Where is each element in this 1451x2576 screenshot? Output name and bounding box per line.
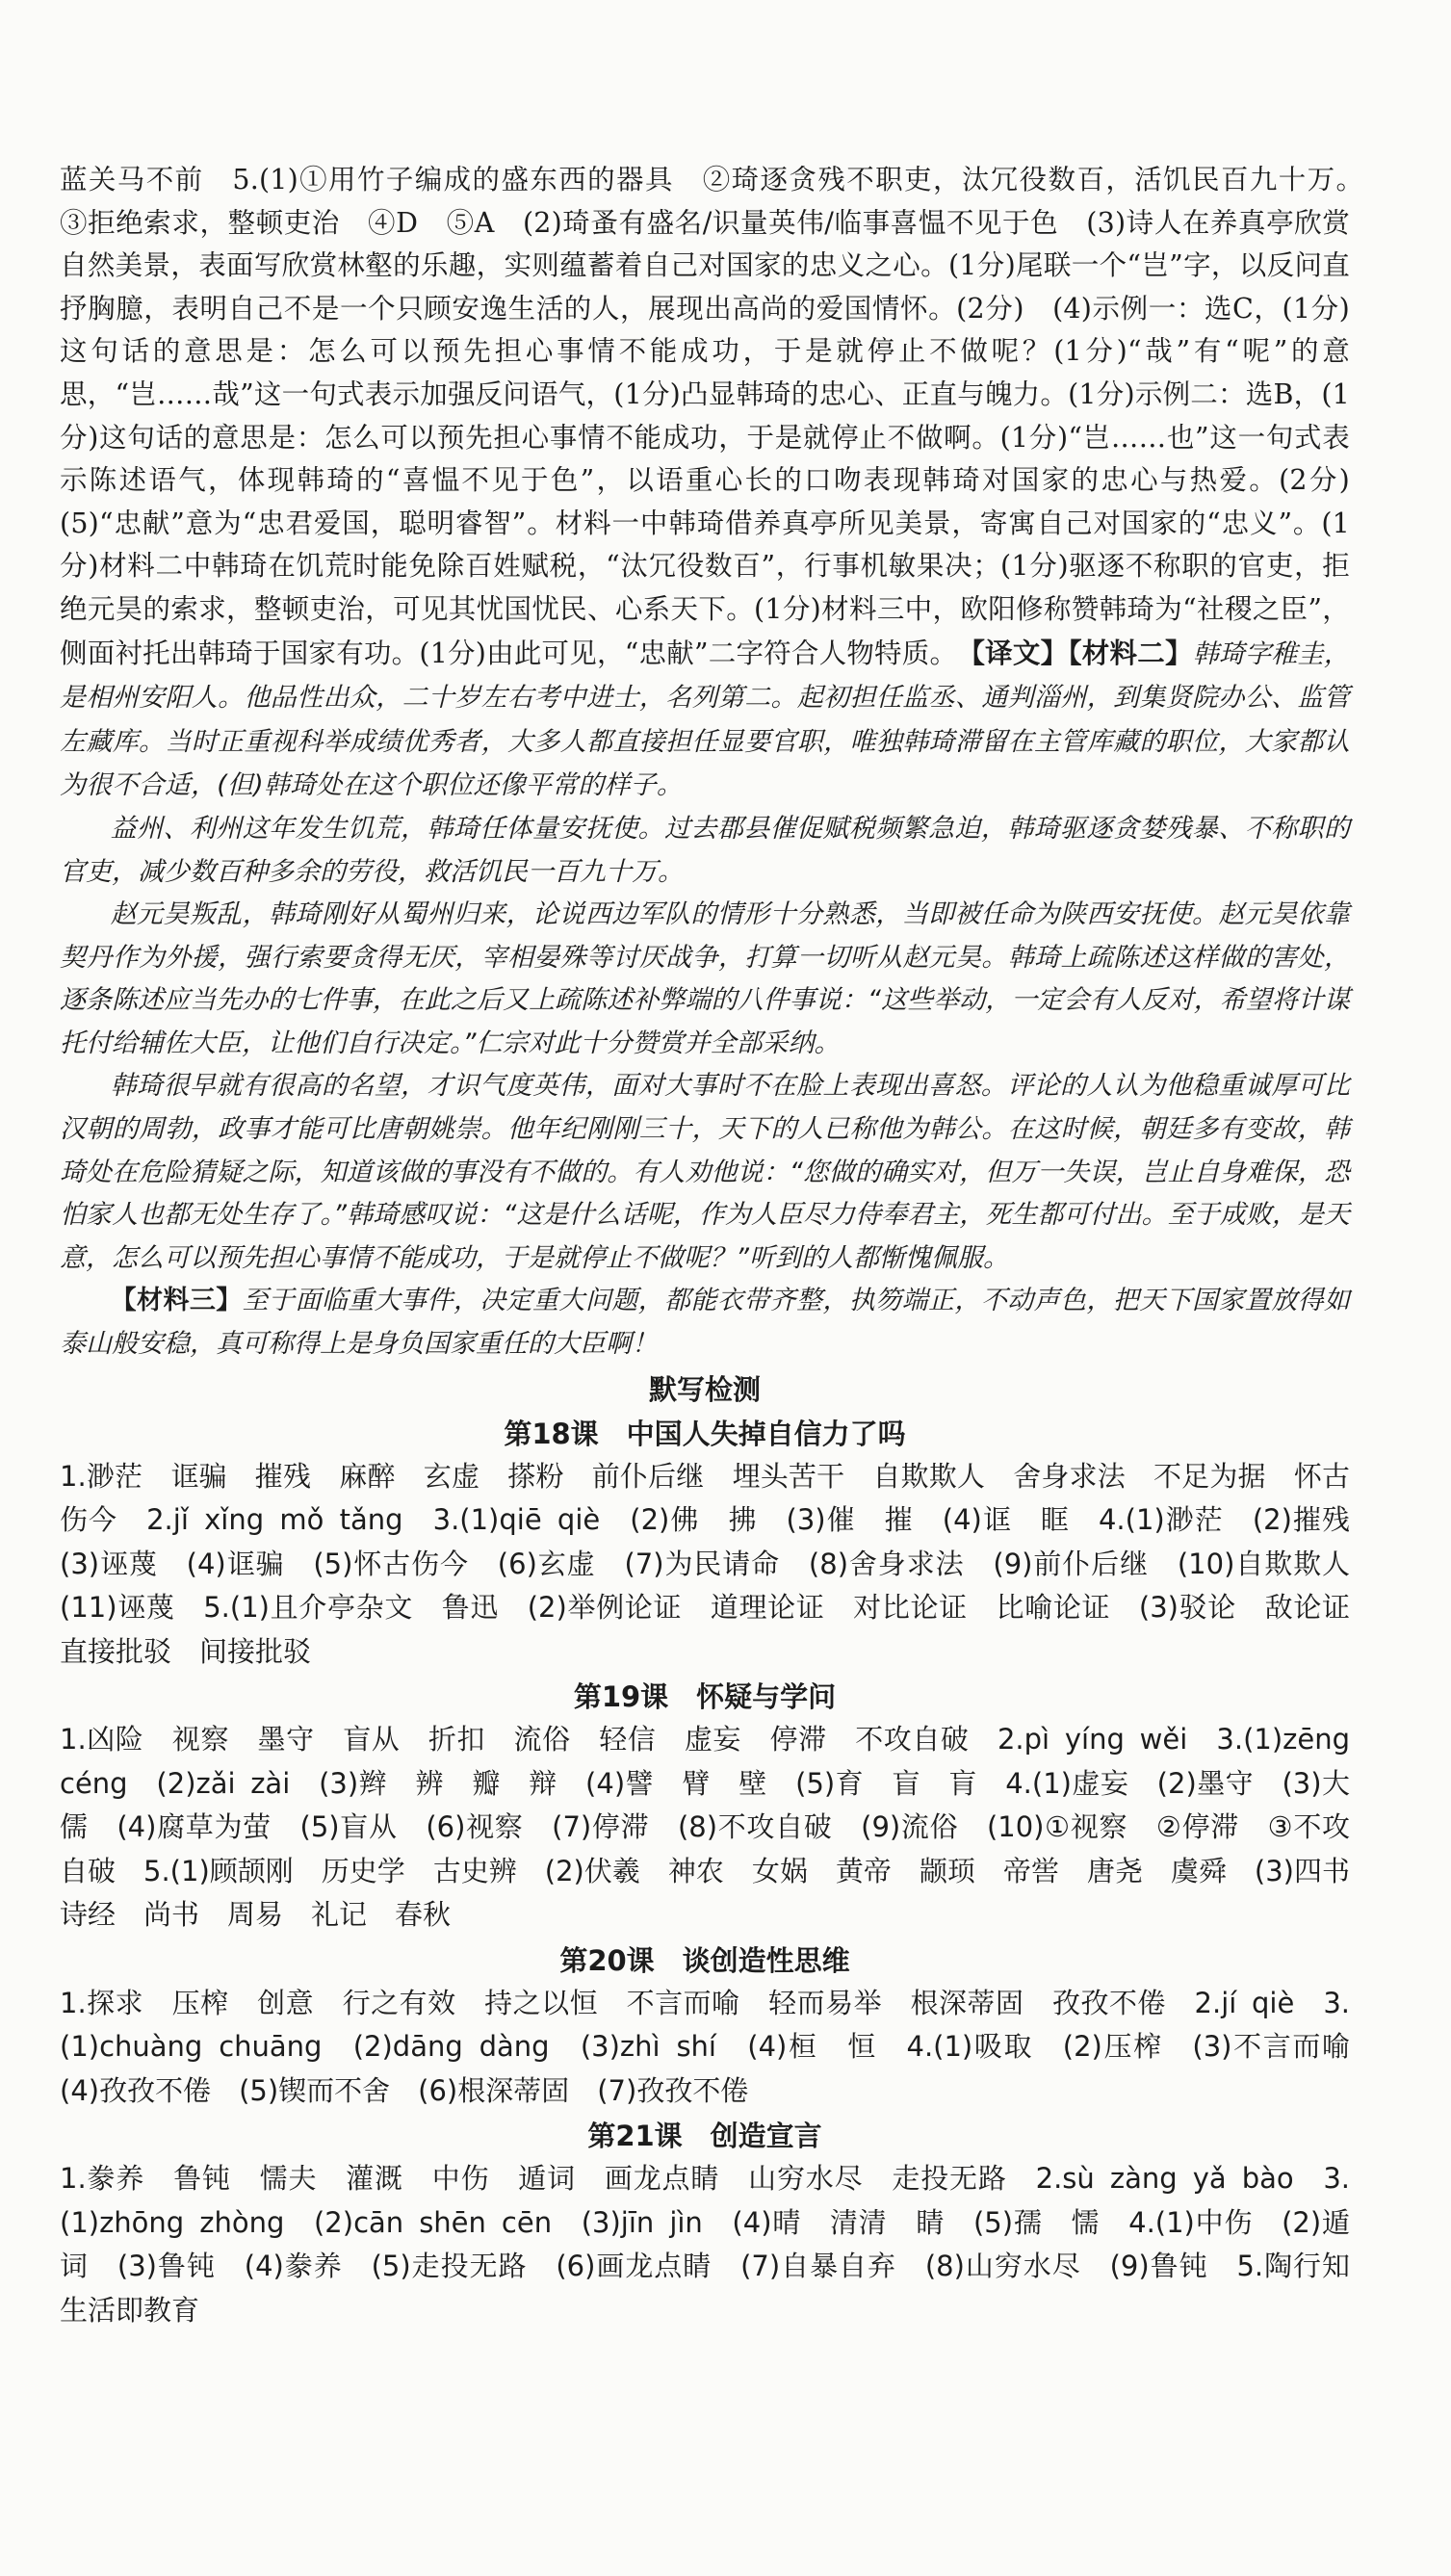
lesson-20 (60, 1939, 1379, 2114)
lesson-title: 第19课 怀疑与学问 (573, 1680, 837, 1714)
lesson-title: 第20课 谈创造性思维 (559, 1943, 850, 1977)
lesson-18 (60, 1413, 1379, 1675)
answer-text: 蓝关马不前 5.(1)①用竹子编成的盛东西的器具 ②琦逐贪残不职吏，汰冗役数百，活饥民百九十万。 ③拒绝索求，整顿吏治 ④D ⑤A (2)琦蚤有盛名/识量英伟/临事喜愠不见于色 (3)诗人在养真亭欣赏自然美景，表面写欣赏林壑的乐趣，实则蕴蓄着自己对国家的忠义之心。(1分)尾联一个“岂”字，以反问直抒胸臆，表明自己不是一个只顾安逸生活的人，展现出高尚的爱国情怀。(2分) (4)示例一：选C，(1分)这句话的意思是：怎么可以预先担心事情不能成功，于是就停止不做呢？(1分)“哉”有“呢”的意思，“岂……哉”这一句式表示加强反问语气，(1分)凸显韩琦的忠心、正直与魄力。(1分)示例二：选B，(1分)这句话的意思是：怎么可以预先担心事情不能成功，于是就停止不做啊。(1分)“岂……也”这一句式表示陈述语气，体现韩琦的“喜愠不见于色”，以语重心长的口吻表现韩琦对国家的忠心与热爱。(2分) (5)“忠献”意为“忠君爱国，聪明睿智”。材料一中韩琦借养真亭所见美景，寄寓自己对国家的“忠义”。(1分)材料二中韩琦在饥荒时能免除百姓赋税，“汰冗役数百”，行事机敏果决；(1分)驱逐不称职的官吏，拒绝元昊的索求，整顿吏治，可见其忧国忧民、心系天下。(1分)材料三中，欧阳修称赞韩琦为“社稷之臣”，侧面衬托出韩琦于国家有功。(1分)由此可见，“忠献”二字符合人物特质。 (60, 164, 1378, 669)
material-three-label: 【材料三】 (110, 1286, 243, 1316)
lesson-21 (60, 2115, 1379, 2332)
translation-paragraph-4: 韩琦很早就有很高的名望，才识气度英伟，面对大事时不在脸上表现出喜怒。评论的人认为他稳重诚厚可比汉朝的周勃，政事才能可比唐朝姚崇。他年纪刚刚三十，天下的人已称他为韩公。在这时候，朝廷多有变故，韩琦处在危险猜疑之际，知道该做的事没有不做的。有人劝他说：“您做的确实对，但万一失误，岂止自身难保，恐怕家人也都无处生存了。”韩琦感叹说：“这是什么话呢，作为人臣尽力侍奉君主，死生都可付出。至于成败，是天意，怎么可以预先担心事情不能成功，于是就停止不做呢？”听到的人都惭愧佩服。 (60, 1071, 1350, 1273)
lesson-19 (60, 1676, 1379, 1938)
translation-label: 【译文】【材料二】 (971, 636, 1193, 669)
lesson-title: 第21课 创造宣言 (587, 2120, 822, 2153)
translation-section (60, 808, 1350, 1366)
lesson-answers: 1.凶险 视察 墨守 盲从 折扣 流俗 轻信 虚妄 停滞 不攻自破 2.pì yíng wěi 3.(1)zēng céng (2)zǎi zài (3)辫 辨 瓣 辩 (4)譬 臂 壁 (5)育 盲 肓 4.(1)虚妄 (2)墨守 (3)大儒 (4)腐草为萤 (5)盲从 (6)视察 (7)停滞 (8)不攻自破 (9)流俗 (10)①视察 ②停滞 ③不攻自破 5.(1)顾颉刚 历史学 古史辨 (2)伏羲 神农 女娲 黄帝 颛顼 帝喾 唐尧 虞舜 (3)四书 诗经 尚书 周易 礼记 春秋 (60, 1723, 1379, 1932)
translation-text-1: 韩琦字稚圭，是相州安阳人。他品性出众，二十岁左右考中进士，名列第二。起初担任监丞、通判淄州，到集贤院办公、监管左藏库。当时正重视科举成绩优秀者，大多人都直接担任显要官职，唯独韩琦滞留在主管库藏的职位，大家都认为很不合适，(但)韩琦处在这个职位还像平常的样子。 (60, 638, 1351, 801)
lesson-answers: 1.渺茫 诓骗 摧残 麻醉 玄虚 搽粉 前仆后继 埋头苦干 自欺欺人 舍身求法 不足为据 怀古伤今 2.jǐ xǐng mǒ tǎng 3.(1)qiē qiè (2)佛 拂 (3)催 摧 (4)诓 眶 4.(1)渺茫 (2)摧残 (3)诬蔑 (4)诓骗 (5)怀古伤今 (6)玄虚 (7)为民请命 (8)舍身求法 (9)前仆后继 (10)自欺欺人 (11)诬蔑 5.(1)且介亭杂文 鲁迅 (2)举例论证 道理论证 对比论证 比喻论证 (3)驳论 敌论证 直接批驳 间接批驳 (60, 1459, 1379, 1668)
translation-paragraph-2: 益州、利州这年发生饥荒，韩琦任体量安抚使。过去郡县催促赋税频繁急迫，韩琦驱逐贪婪残暴、不称职的官吏，减少数百种多余的劳役，救活饥民一百九十万。 (60, 813, 1350, 887)
translation-paragraph-5 (60, 1280, 1350, 1366)
answer-paragraph (60, 159, 1378, 808)
answer-section (60, 159, 1378, 808)
translation-paragraph-3: 赵元昊叛乱，韩琦刚好从蜀州归来，论说西边军队的情形十分熟悉，当即被任命为陕西安抚使。赵元昊依靠契丹作为外援，强行索要贪得无厌，宰相晏殊等讨厌战争，打算一切听从赵元昊。韩琦上疏陈述这样做的害处，逐条陈述应当先办的七件事，在此之后又上疏陈述补弊端的八件事说：“这些举动，一定会有人反对，希望将计谋托付给辅佐大臣，让他们自行决定。”仁宗对此十分赞赏并全部采纳。 (60, 899, 1350, 1058)
lesson-answers: 1.探求 压榨 创意 行之有效 持之以恒 不言而喻 轻而易举 根深蒂固 孜孜不倦 2.jí qiè 3.(1)chuàng chuāng (2)dāng dàng (3)zhì shí (4)桓 恒 4.(1)吸取 (2)压榨 (3)不言而喻 (4)孜孜不倦 (5)锲而不舍 (6)根深蒂固 (7)孜孜不倦 (60, 1986, 1379, 2107)
section-title: 默写检测 (648, 1372, 761, 1406)
material-three-text: 至于面临重大事件，决定重大问题，都能衣带齐整，执笏端正，不动声色，把天下国家置放得如泰山般安稳，真可称得上是身负国家重任的大臣啊！ (60, 1286, 1351, 1360)
lesson-title: 第18课 中国人失掉自信力了吗 (504, 1417, 906, 1450)
lesson-answers: 1.豢养 鲁钝 懦夫 灌溉 中伤 遁词 画龙点睛 山穷水尽 走投无路 2.sù zàng yǎ bào 3.(1)zhōng zhòng (2)cān shēn cēn (3)jīn jìn (4)晴 清清 睛 (5)孺 懦 4.(1)中伤 (2)遁词 (3)鲁钝 (4)豢养 (5)走投无路 (6)画龙点睛 (7)自暴自弃 (8)山穷水尽 (9)鲁钝 5.陶行知 生活即教育 (60, 2162, 1379, 2327)
